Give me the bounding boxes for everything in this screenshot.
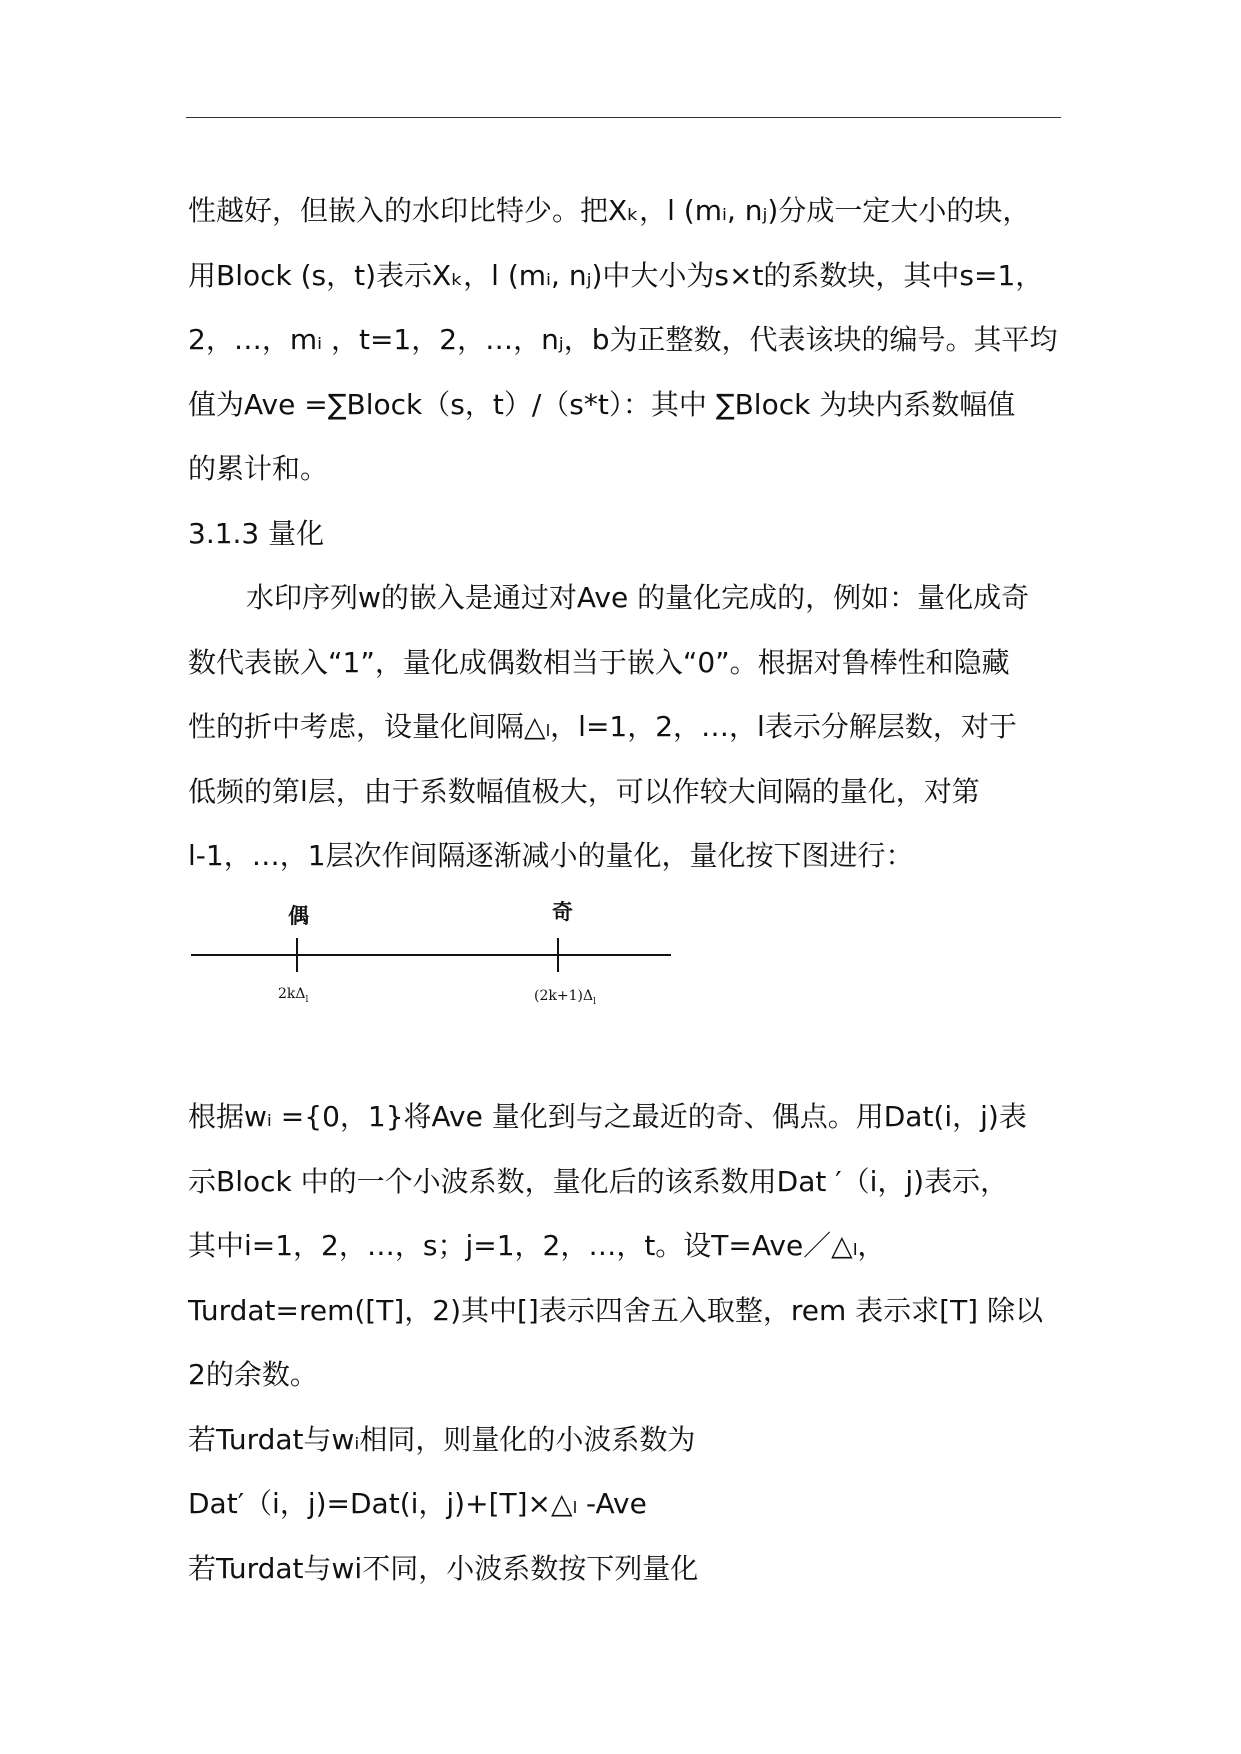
text-line-9: 性的折中考虑，设量化间隔△ₗ，l=1，2，…，l表示分解层数，对于 (188, 710, 1017, 743)
header-rule (186, 117, 1061, 118)
text-line-13: 示Block 中的一个小波系数，量化后的该系数用Dat ′（i，j)表示， (188, 1165, 1009, 1198)
even-point-label: $2k\Delta_l$ (278, 986, 309, 1005)
text-line-5: 的累计和。 (188, 452, 329, 485)
text-line-14: 其中i=1，2，…，s；j=1，2，…，t。设T=Ave／△ₗ， (188, 1229, 886, 1262)
text-line-2: 用Block (s，t)表示Xₖ，l (mᵢ, nⱼ)中大小为s×t的系数块，其中s=1， (188, 259, 1044, 292)
text-line-7: 水印序列w的嵌入是通过对Ave 的量化完成的，例如：量化成奇 (246, 581, 1030, 614)
odd-point-label: $(2k+1)\Delta_l$ (534, 988, 596, 1007)
quantization-diagram (186, 900, 686, 1030)
text-line-10: 低频的第l层，由于系数幅值极大，可以作较大间隔的量化，对第 (188, 775, 980, 808)
text-line-3: 2，…，mᵢ ，t=1，2，…，nⱼ，b为正整数，代表该块的编号。其平均 (188, 323, 1058, 356)
text-line-15: Turdat=rem([T]，2)其中[]表示四舍五入取整，rem 表示求[T] 除以 (188, 1294, 1044, 1327)
text-line-19: 若Turdat与wi不同，小波系数按下列量化 (188, 1552, 699, 1585)
text-line-4: 值为Ave =∑Block（s，t）/（s*t）：其中 ∑Block 为块内系数幅值 (188, 388, 1016, 421)
number-line (186, 900, 686, 1030)
text-line-8: 数代表嵌入“1”，量化成偶数相当于嵌入“0”。根据对鲁棒性和隐藏 (188, 646, 1010, 679)
text-line-16: 2的余数。 (188, 1358, 318, 1391)
even-label: 偶 (288, 903, 309, 928)
text-line-1: 性越好，但嵌入的水印比特少。把Xₖ，l (mᵢ, nⱼ)分成一定大小的块， (188, 194, 1031, 227)
odd-label: 奇 (552, 899, 573, 924)
text-line-11: l-1，…，1层次作间隔逐渐减小的量化，量化按下图进行： (188, 839, 914, 872)
formula-line: Dat′（i，j)=Dat(i，j)+[T]×△ₗ -Ave (188, 1487, 647, 1520)
text-line-17: 若Turdat与wᵢ相同，则量化的小波系数为 (188, 1423, 696, 1456)
section-heading: 3.1.3 量化 (188, 517, 325, 550)
text-line-12: 根据wᵢ ={0，1}将Ave 量化到与之最近的奇、偶点。用Dat(i，j)表 (188, 1100, 1027, 1133)
